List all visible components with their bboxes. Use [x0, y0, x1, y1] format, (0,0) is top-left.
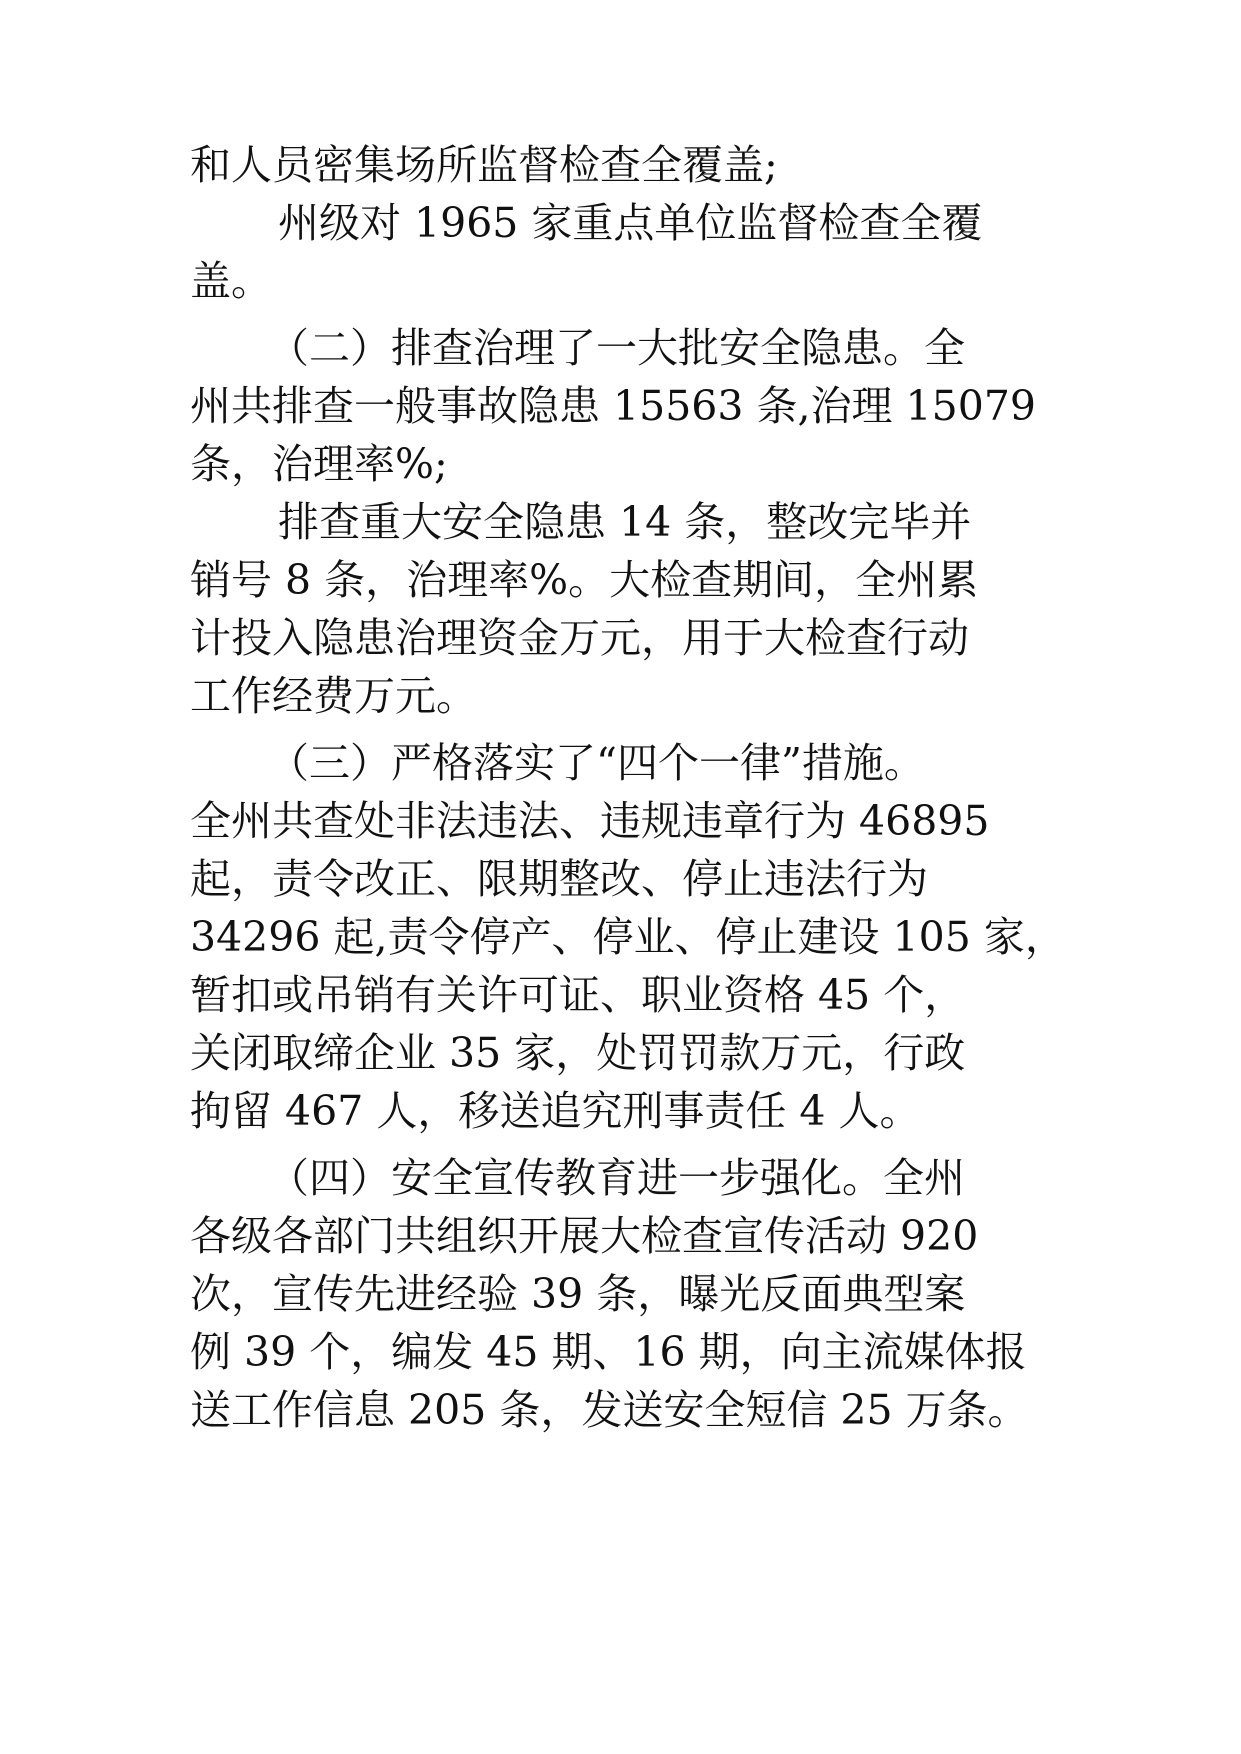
text-line: 送工作信息 205 条，发送安全短信 25 万条。 [190, 1386, 1029, 1434]
text-line: 例 39 个，编发 45 期、16 期，向主流媒体报 [190, 1328, 1027, 1376]
text-line: 计投入隐患治理资金万元，用于大检查行动 [190, 614, 969, 662]
text-line: 州共排查一般事故隐患 15563 条,治理 15079 [190, 382, 1036, 430]
text-line: （三）严格落实了“四个一律”措施。 [268, 739, 925, 787]
text-line: 暂扣或吊销有关许可证、职业资格 45 个， [190, 971, 966, 1019]
text-line: 全州共查处非法违法、违规违章行为 46895 [190, 797, 990, 845]
text-line: 州级对 1965 家重点单位监督检查全覆 [278, 199, 983, 247]
text-line: 34296 起,责令停产、停业、停止建设 105 家， [190, 913, 1066, 961]
text-line: 次，宣传先进经验 39 条，曝光反面典型案 [190, 1270, 966, 1318]
text-line: 条，治理率%; [190, 440, 448, 488]
text-line: 排查重大安全隐患 14 条，整改完毕并 [278, 498, 972, 546]
text-line: 起，责令改正、限期整改、停止违法行为 [190, 855, 928, 903]
text-line: 盖。 [190, 257, 272, 305]
text-line: 拘留 467 人，移送追究刑事责任 4 人。 [190, 1087, 921, 1135]
text-line: 关闭取缔企业 35 家，处罚罚款万元，行政 [190, 1029, 966, 1077]
text-line: 和人员密集场所监督检查全覆盖; [190, 141, 778, 189]
text-line: 工作经费万元。 [190, 672, 477, 720]
text-line: （四）安全宣传教育进一步强化。全州 [268, 1154, 965, 1202]
text-line: 各级各部门共组织开展大检查宣传活动 920 [190, 1212, 979, 1260]
text-line: 销号 8 条，治理率%。大检查期间，全州累 [190, 556, 979, 604]
text-line: （二）排查治理了一大批安全隐患。全 [268, 324, 965, 372]
